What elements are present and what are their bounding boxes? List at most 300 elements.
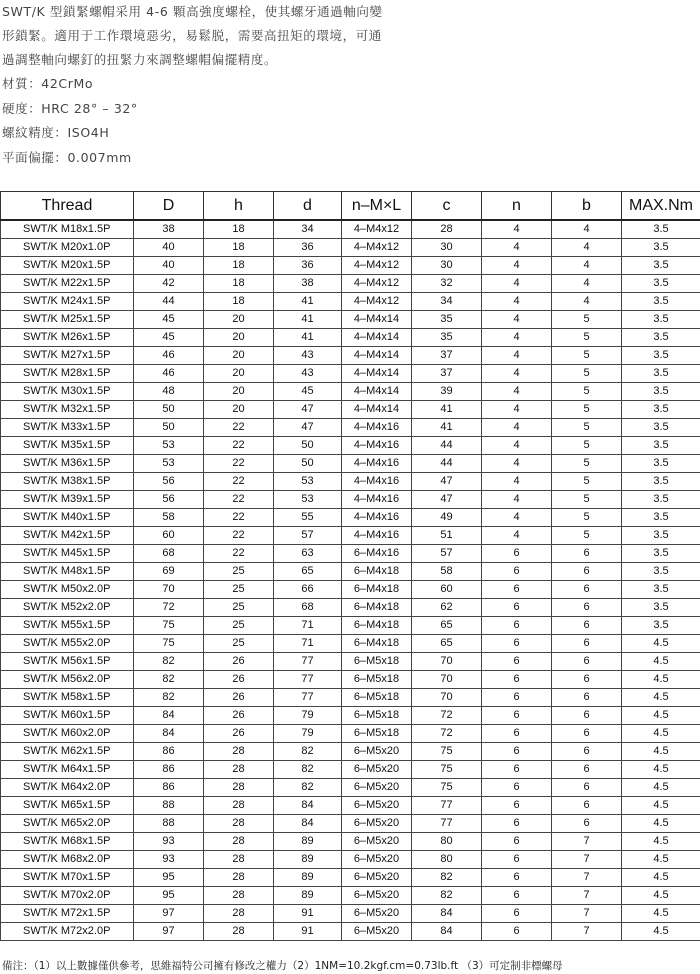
table-row: [1, 509, 700, 527]
column-header-d-inner: d: [274, 192, 342, 221]
cell-bolt: 6–M5x20: [342, 923, 412, 941]
cell-d-inner: 89: [274, 833, 342, 851]
table-row: [1, 491, 700, 509]
cell-d-inner: 77: [274, 689, 342, 707]
cell-d-inner: 65: [274, 563, 342, 581]
cell-b: 6: [552, 545, 622, 563]
cell-d-inner: 57: [274, 527, 342, 545]
cell-max-torque: 4.5: [622, 725, 700, 743]
cell-b: 6: [552, 743, 622, 761]
cell-bolt: 4–M4x14: [342, 365, 412, 383]
cell-thread: SWT/K M45x1.5P: [1, 545, 134, 563]
cell-h: 28: [204, 815, 274, 833]
cell-b: 7: [552, 905, 622, 923]
cell-thread: SWT/K M32x1.5P: [1, 401, 134, 419]
cell-n: 6: [482, 581, 552, 599]
cell-max-torque: 3.5: [622, 293, 700, 311]
cell-n: 4: [482, 509, 552, 527]
table-row: [1, 383, 700, 401]
cell-b: 6: [552, 653, 622, 671]
cell-d-inner: 41: [274, 311, 342, 329]
cell-h: 25: [204, 635, 274, 653]
cell-thread: SWT/K M72x1.5P: [1, 905, 134, 923]
cell-c: 62: [412, 599, 482, 617]
cell-n: 4: [482, 473, 552, 491]
cell-b: 5: [552, 365, 622, 383]
cell-n: 6: [482, 815, 552, 833]
cell-b: 7: [552, 869, 622, 887]
cell-bolt: 6–M5x20: [342, 887, 412, 905]
cell-d-outer: 95: [134, 869, 204, 887]
cell-bolt: 4–M4x16: [342, 419, 412, 437]
table-row: [1, 689, 700, 707]
cell-thread: SWT/K M20x1.5P: [1, 257, 134, 275]
cell-d-inner: 82: [274, 743, 342, 761]
cell-thread: SWT/K M60x2.0P: [1, 725, 134, 743]
cell-d-inner: 82: [274, 761, 342, 779]
cell-b: 7: [552, 923, 622, 941]
cell-thread: SWT/K M25x1.5P: [1, 311, 134, 329]
cell-max-torque: 3.5: [622, 617, 700, 635]
cell-thread: SWT/K M40x1.5P: [1, 509, 134, 527]
cell-n: 4: [482, 347, 552, 365]
cell-bolt: 4–M4x16: [342, 509, 412, 527]
cell-c: 37: [412, 347, 482, 365]
cell-n: 6: [482, 725, 552, 743]
cell-n: 6: [482, 671, 552, 689]
cell-max-torque: 4.5: [622, 797, 700, 815]
column-header-c: c: [412, 192, 482, 221]
column-header-max-torque: MAX.Nm: [622, 192, 700, 221]
cell-b: 7: [552, 833, 622, 851]
cell-c: 77: [412, 815, 482, 833]
cell-n: 4: [482, 293, 552, 311]
cell-n: 4: [482, 275, 552, 293]
cell-d-inner: 84: [274, 815, 342, 833]
column-header-h: h: [204, 192, 274, 221]
cell-c: 65: [412, 635, 482, 653]
cell-bolt: 6–M5x20: [342, 797, 412, 815]
table-row: [1, 419, 700, 437]
cell-h: 20: [204, 329, 274, 347]
cell-h: 28: [204, 743, 274, 761]
cell-bolt: 4–M4x12: [342, 257, 412, 275]
cell-thread: SWT/K M65x1.5P: [1, 797, 134, 815]
cell-h: 22: [204, 491, 274, 509]
cell-bolt: 4–M4x16: [342, 455, 412, 473]
cell-b: 6: [552, 599, 622, 617]
cell-n: 6: [482, 761, 552, 779]
cell-b: 5: [552, 455, 622, 473]
cell-max-torque: 3.5: [622, 257, 700, 275]
cell-thread: SWT/K M68x2.0P: [1, 851, 134, 869]
cell-b: 6: [552, 635, 622, 653]
cell-b: 6: [552, 815, 622, 833]
cell-bolt: 4–M4x12: [342, 293, 412, 311]
cell-thread: SWT/K M50x2.0P: [1, 581, 134, 599]
cell-d-outer: 97: [134, 905, 204, 923]
cell-thread: SWT/K M64x2.0P: [1, 779, 134, 797]
cell-max-torque: 3.5: [622, 545, 700, 563]
thread-accuracy-spec: 螺紋精度：ISO4H: [2, 125, 110, 140]
cell-h: 22: [204, 473, 274, 491]
cell-thread: SWT/K M30x1.5P: [1, 383, 134, 401]
cell-d-inner: 45: [274, 383, 342, 401]
cell-b: 6: [552, 761, 622, 779]
table-row: [1, 869, 700, 887]
cell-h: 28: [204, 851, 274, 869]
cell-c: 47: [412, 491, 482, 509]
cell-max-torque: 3.5: [622, 563, 700, 581]
cell-n: 6: [482, 545, 552, 563]
cell-d-inner: 82: [274, 779, 342, 797]
cell-max-torque: 4.5: [622, 707, 700, 725]
cell-bolt: 4–M4x12: [342, 239, 412, 257]
cell-h: 28: [204, 761, 274, 779]
cell-thread: SWT/K M52x2.0P: [1, 599, 134, 617]
table-row: [1, 473, 700, 491]
cell-h: 28: [204, 797, 274, 815]
cell-max-torque: 3.5: [622, 365, 700, 383]
cell-thread: SWT/K M72x2.0P: [1, 923, 134, 941]
cell-d-outer: 93: [134, 851, 204, 869]
cell-max-torque: 3.5: [622, 401, 700, 419]
cell-d-outer: 45: [134, 311, 204, 329]
cell-h: 26: [204, 653, 274, 671]
cell-d-outer: 56: [134, 473, 204, 491]
table-row: [1, 923, 700, 941]
cell-d-inner: 47: [274, 419, 342, 437]
cell-n: 4: [482, 527, 552, 545]
cell-h: 26: [204, 725, 274, 743]
cell-d-inner: 89: [274, 851, 342, 869]
cell-h: 22: [204, 437, 274, 455]
cell-c: 84: [412, 905, 482, 923]
cell-bolt: 6–M4x18: [342, 599, 412, 617]
cell-n: 4: [482, 491, 552, 509]
cell-max-torque: 4.5: [622, 887, 700, 905]
table-row: [1, 599, 700, 617]
table-row: [1, 815, 700, 833]
cell-d-inner: 91: [274, 923, 342, 941]
cell-d-inner: 89: [274, 887, 342, 905]
cell-thread: SWT/K M55x2.0P: [1, 635, 134, 653]
cell-d-inner: 71: [274, 635, 342, 653]
cell-d-outer: 84: [134, 725, 204, 743]
cell-d-inner: 36: [274, 239, 342, 257]
cell-thread: SWT/K M28x1.5P: [1, 365, 134, 383]
table-row: [1, 671, 700, 689]
cell-h: 18: [204, 257, 274, 275]
cell-d-outer: 82: [134, 653, 204, 671]
cell-n: 6: [482, 905, 552, 923]
cell-bolt: 6–M5x18: [342, 689, 412, 707]
cell-d-inner: 50: [274, 455, 342, 473]
cell-d-outer: 40: [134, 257, 204, 275]
cell-max-torque: 4.5: [622, 779, 700, 797]
cell-b: 4: [552, 257, 622, 275]
cell-max-torque: 3.5: [622, 455, 700, 473]
cell-bolt: 4–M4x16: [342, 437, 412, 455]
cell-c: 80: [412, 833, 482, 851]
cell-bolt: 6–M4x18: [342, 581, 412, 599]
cell-thread: SWT/K M42x1.5P: [1, 527, 134, 545]
cell-max-torque: 4.5: [622, 635, 700, 653]
table-header-row: [1, 192, 700, 221]
cell-h: 28: [204, 833, 274, 851]
cell-max-torque: 3.5: [622, 509, 700, 527]
cell-bolt: 6–M5x20: [342, 851, 412, 869]
cell-d-inner: 79: [274, 725, 342, 743]
cell-thread: SWT/K M65x2.0P: [1, 815, 134, 833]
cell-b: 5: [552, 473, 622, 491]
cell-n: 6: [482, 743, 552, 761]
cell-max-torque: 4.5: [622, 869, 700, 887]
cell-h: 20: [204, 347, 274, 365]
cell-bolt: 6–M4x18: [342, 617, 412, 635]
cell-b: 5: [552, 509, 622, 527]
cell-n: 4: [482, 220, 552, 239]
table-row: [1, 851, 700, 869]
cell-b: 6: [552, 563, 622, 581]
cell-thread: SWT/K M24x1.5P: [1, 293, 134, 311]
cell-d-inner: 66: [274, 581, 342, 599]
cell-d-outer: 75: [134, 635, 204, 653]
cell-bolt: 6–M5x20: [342, 833, 412, 851]
table-row: [1, 707, 700, 725]
cell-max-torque: 4.5: [622, 851, 700, 869]
cell-thread: SWT/K M56x2.0P: [1, 671, 134, 689]
cell-d-inner: 91: [274, 905, 342, 923]
cell-d-inner: 77: [274, 671, 342, 689]
cell-d-outer: 82: [134, 689, 204, 707]
cell-h: 20: [204, 383, 274, 401]
table-row: [1, 257, 700, 275]
cell-max-torque: 4.5: [622, 905, 700, 923]
cell-h: 25: [204, 563, 274, 581]
cell-thread: SWT/K M27x1.5P: [1, 347, 134, 365]
cell-d-inner: 50: [274, 437, 342, 455]
cell-d-inner: 43: [274, 347, 342, 365]
cell-h: 25: [204, 581, 274, 599]
cell-max-torque: 3.5: [622, 419, 700, 437]
cell-c: 70: [412, 671, 482, 689]
cell-d-outer: 45: [134, 329, 204, 347]
cell-c: 41: [412, 401, 482, 419]
column-header-b: b: [552, 192, 622, 221]
cell-b: 6: [552, 707, 622, 725]
cell-thread: SWT/K M48x1.5P: [1, 563, 134, 581]
cell-d-outer: 42: [134, 275, 204, 293]
cell-thread: SWT/K M18x1.5P: [1, 220, 134, 239]
cell-bolt: 6–M4x18: [342, 635, 412, 653]
cell-d-outer: 46: [134, 365, 204, 383]
cell-b: 6: [552, 725, 622, 743]
cell-c: 37: [412, 365, 482, 383]
cell-b: 5: [552, 329, 622, 347]
cell-d-outer: 82: [134, 671, 204, 689]
table-row: [1, 905, 700, 923]
table-row: [1, 743, 700, 761]
cell-b: 5: [552, 527, 622, 545]
cell-thread: SWT/K M70x2.0P: [1, 887, 134, 905]
cell-c: 57: [412, 545, 482, 563]
table-row: [1, 329, 700, 347]
cell-d-inner: 43: [274, 365, 342, 383]
cell-h: 28: [204, 887, 274, 905]
cell-n: 4: [482, 311, 552, 329]
cell-b: 4: [552, 220, 622, 239]
cell-d-outer: 50: [134, 401, 204, 419]
cell-c: 32: [412, 275, 482, 293]
cell-h: 18: [204, 293, 274, 311]
table-row: [1, 797, 700, 815]
cell-h: 20: [204, 401, 274, 419]
cell-d-inner: 53: [274, 473, 342, 491]
cell-d-inner: 68: [274, 599, 342, 617]
column-header-bolt: n–M×L: [342, 192, 412, 221]
table-row: [1, 725, 700, 743]
cell-thread: SWT/K M68x1.5P: [1, 833, 134, 851]
product-intro: [2, 0, 698, 170]
description-line: 形鎖緊。適用于工作環境惡劣，易鬆脱，需要高扭矩的環境，可通: [2, 28, 382, 43]
table-row: [1, 293, 700, 311]
cell-n: 4: [482, 365, 552, 383]
cell-d-outer: 88: [134, 797, 204, 815]
cell-thread: SWT/K M60x1.5P: [1, 707, 134, 725]
cell-b: 5: [552, 311, 622, 329]
cell-h: 22: [204, 455, 274, 473]
cell-h: 22: [204, 509, 274, 527]
cell-n: 4: [482, 455, 552, 473]
table-row: [1, 833, 700, 851]
cell-b: 4: [552, 293, 622, 311]
cell-max-torque: 3.5: [622, 437, 700, 455]
cell-h: 20: [204, 311, 274, 329]
cell-thread: SWT/K M70x1.5P: [1, 869, 134, 887]
cell-bolt: 4–M4x12: [342, 220, 412, 239]
cell-c: 44: [412, 455, 482, 473]
cell-n: 6: [482, 653, 552, 671]
cell-c: 30: [412, 257, 482, 275]
cell-bolt: 6–M5x20: [342, 743, 412, 761]
table-row: [1, 220, 700, 239]
cell-h: 28: [204, 905, 274, 923]
cell-max-torque: 4.5: [622, 671, 700, 689]
cell-b: 5: [552, 347, 622, 365]
cell-d-inner: 47: [274, 401, 342, 419]
cell-h: 22: [204, 527, 274, 545]
cell-n: 6: [482, 599, 552, 617]
cell-b: 7: [552, 851, 622, 869]
cell-max-torque: 4.5: [622, 923, 700, 941]
cell-h: 18: [204, 220, 274, 239]
cell-c: 72: [412, 725, 482, 743]
cell-c: 75: [412, 761, 482, 779]
cell-h: 28: [204, 779, 274, 797]
cell-n: 6: [482, 689, 552, 707]
cell-bolt: 6–M5x20: [342, 905, 412, 923]
cell-d-outer: 40: [134, 239, 204, 257]
cell-n: 4: [482, 329, 552, 347]
cell-b: 5: [552, 419, 622, 437]
cell-thread: SWT/K M22x1.5P: [1, 275, 134, 293]
cell-h: 26: [204, 707, 274, 725]
cell-h: 22: [204, 419, 274, 437]
table-row: [1, 455, 700, 473]
cell-bolt: 4–M4x16: [342, 527, 412, 545]
cell-d-outer: 88: [134, 815, 204, 833]
table-row: [1, 437, 700, 455]
cell-d-inner: 63: [274, 545, 342, 563]
cell-c: 84: [412, 923, 482, 941]
flatness-spec: 平面偏擺：0.007mm: [2, 149, 132, 165]
cell-b: 6: [552, 797, 622, 815]
cell-c: 30: [412, 239, 482, 257]
cell-d-outer: 97: [134, 923, 204, 941]
cell-max-torque: 3.5: [622, 473, 700, 491]
cell-n: 6: [482, 797, 552, 815]
cell-b: 5: [552, 383, 622, 401]
cell-bolt: 4–M4x14: [342, 401, 412, 419]
cell-n: 6: [482, 869, 552, 887]
cell-c: 82: [412, 869, 482, 887]
cell-d-outer: 53: [134, 455, 204, 473]
cell-thread: SWT/K M58x1.5P: [1, 689, 134, 707]
cell-thread: SWT/K M26x1.5P: [1, 329, 134, 347]
cell-max-torque: 4.5: [622, 689, 700, 707]
cell-bolt: 6–M5x20: [342, 815, 412, 833]
column-header-n: n: [482, 192, 552, 221]
cell-max-torque: 3.5: [622, 491, 700, 509]
cell-b: 5: [552, 491, 622, 509]
cell-h: 25: [204, 599, 274, 617]
column-header-d-outer: D: [134, 192, 204, 221]
cell-c: 41: [412, 419, 482, 437]
cell-d-outer: 86: [134, 743, 204, 761]
cell-h: 18: [204, 239, 274, 257]
table-row: [1, 401, 700, 419]
cell-thread: SWT/K M35x1.5P: [1, 437, 134, 455]
cell-bolt: 4–M4x14: [342, 347, 412, 365]
cell-d-outer: 50: [134, 419, 204, 437]
description-line: 過調整軸向螺釘的扭緊力來調整螺帽偏擺精度。: [2, 52, 278, 67]
cell-n: 6: [482, 833, 552, 851]
cell-bolt: 4–M4x12: [342, 275, 412, 293]
description-line: SWT/K 型鎖緊螺帽采用 4-6 顆高強度螺栓，使其螺牙通過軸向變: [2, 4, 383, 19]
cell-c: 70: [412, 653, 482, 671]
cell-d-outer: 38: [134, 220, 204, 239]
cell-d-outer: 70: [134, 581, 204, 599]
table-row: [1, 887, 700, 905]
cell-d-outer: 46: [134, 347, 204, 365]
cell-max-torque: 3.5: [622, 239, 700, 257]
hardness-spec: 硬度：HRC 28° – 32°: [2, 100, 138, 116]
cell-d-outer: 93: [134, 833, 204, 851]
cell-bolt: 6–M5x18: [342, 707, 412, 725]
cell-h: 25: [204, 617, 274, 635]
cell-thread: SWT/K M36x1.5P: [1, 455, 134, 473]
table-row: [1, 635, 700, 653]
cell-n: 4: [482, 383, 552, 401]
cell-h: 18: [204, 275, 274, 293]
cell-max-torque: 3.5: [622, 275, 700, 293]
table-row: [1, 653, 700, 671]
cell-d-outer: 84: [134, 707, 204, 725]
cell-h: 20: [204, 365, 274, 383]
specification-table: [0, 191, 700, 941]
cell-thread: SWT/K M56x1.5P: [1, 653, 134, 671]
